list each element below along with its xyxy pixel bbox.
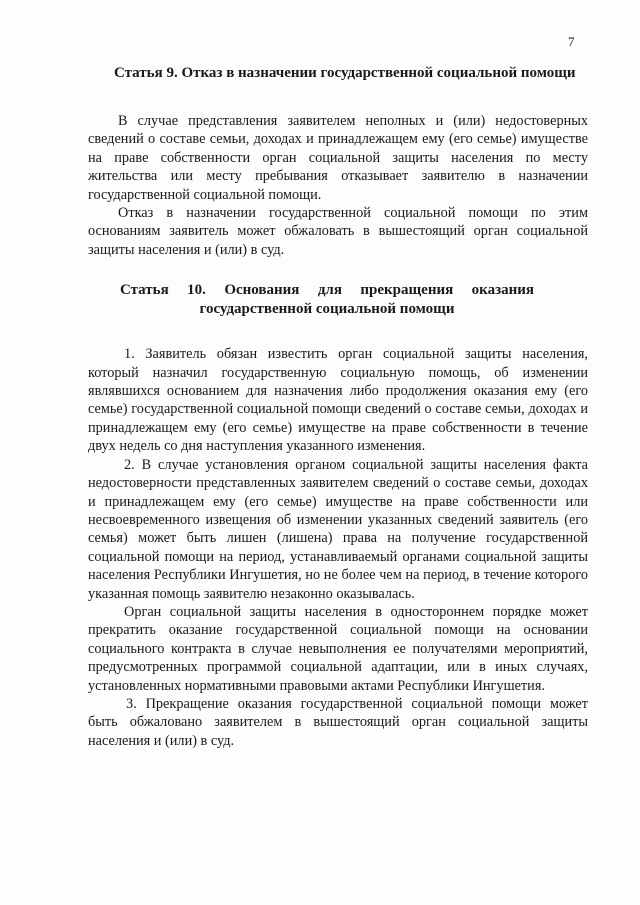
article-9-paragraph-1: В случае представления заявителем неполных и (или) недостоверных сведений о составе семьи, доходах и принадлежащем ему (его семье) имуществе на праве собственности орган социальной защиты населения по месту жительства или месту пребывания отказывает заявителю в назначении государственной социальной помощи. — [88, 113, 588, 203]
page-number: 7 — [568, 34, 575, 49]
article-10-paragraph-2: 2. В случае установления органом социальной защиты населения факта недостоверности представленных заявителем сведений о составе семьи, доходах и принадлежащем ему (его семье) имуществе на праве собственности или несвоевременного извещения об изменении указанных сведений заявитель (его семья) может быть лишен (лишена) права на получение государственной социальной помощи на период, устанавливаемый органами социальной защиты населения Республики Ингушетия, но не более чем на период, в течение которого указанная помощь заявителю незаконно оказывалась. — [88, 456, 588, 602]
article-10-paragraph-1: 1. Заявитель обязан известить орган социальной защиты населения, который назначил государственную социальную помощь, об изменении являвшихся основанием для назначения либо продолжения оказания ему (его семье) государственной социальной помощи сведений о составе семьи, доходах и принадлежащем ему (его семье) имуществе на праве собственности в течение двух недель со дня наступления указанного изменения. — [88, 346, 588, 455]
article-9-paragraph-2: Отказ в назначении государственной социальной помощи по этим основаниям заявитель может обжаловать в вышестоящий орган социальной защиты населения и (или) в суд. — [88, 205, 588, 258]
article-10-paragraph-3: Орган социальной защиты населения в одностороннем порядке может прекратить оказание государственной социальной помощи на основании социального контракта в случае невыполнения ее получателями мероприятий, предусмотренных программой социальной адаптации, или в иных случаях, установленных нормативными правовыми актами Республики Ингушетия. — [88, 603, 588, 694]
document-body — [88, 64, 588, 750]
article-10-title: Статья 10. Основания для прекращения оказания государственной социальной помощи — [120, 282, 534, 318]
article-9-title: Статья 9. Отказ в назначении государственной социальной помощи — [114, 65, 576, 81]
article-10-paragraph-4: 3. Прекращение оказания государственной социальной помощи может быть обжаловано заявителем в вышестоящий орган социальной защиты населения и (или) в суд. — [88, 695, 588, 749]
